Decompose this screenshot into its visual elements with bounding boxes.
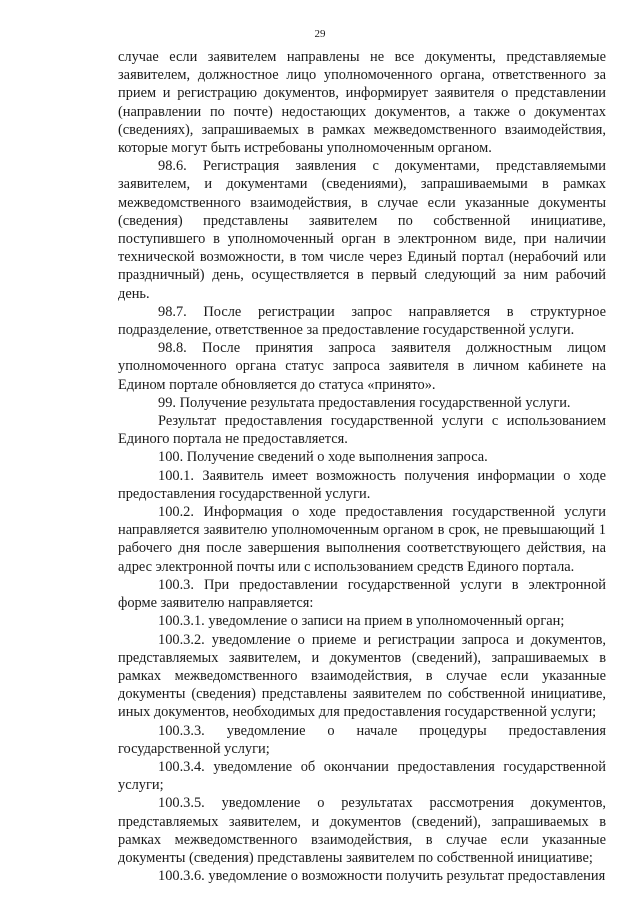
- paragraph-100-3-6: 100.3.6. уведомление о возможности получить результат предоставления: [158, 868, 606, 885]
- paragraph-100-3-1: 100.3.1. уведомление о записи на прием в уполномоченный орган;: [158, 613, 565, 630]
- paragraph-99-result: Результат предоставления государственной услуги с использованием Единого портала не предоставляется.: [118, 413, 606, 448]
- paragraph-100-3-5: 100.3.5. уведомление о результатах рассмотрения документов, представляемых заявителем, и документов (сведений), запрашиваемых в рамках межведомственного взаимодействия, в случае если указанные документы (сведения) представлены заявителем по собственной инициативе;: [118, 795, 606, 866]
- paragraph-99: 99. Получение результата предоставления государственной услуги.: [158, 394, 571, 411]
- paragraph-98-6: 98.6. Регистрация заявления с документами, представляемыми заявителем, и документами (сведениями), запрашиваемыми в рамках межведомственного взаимодействия, в случае если указанные документы (сведения) представлены заявителем по собственной инициативе, поступившего в уполномоченный орган в электронном виде, при наличии технической возможности, в том числе через Единый портал (нерабочий или праздничный) день, осуществляется в первый следующий за ним рабочий день.: [118, 158, 606, 302]
- paragraph-98-7: 98.7. После регистрации запрос направляется в структурное подразделение, ответственное за предоставление государственной услуги.: [118, 303, 606, 339]
- paragraph-100: 100. Получение сведений о ходе выполнения запроса.: [158, 449, 488, 466]
- paragraph-100-1: 100.1. Заявитель имеет возможность получения информации о ходе предоставления государственной услуги.: [118, 467, 606, 502]
- paragraph-100-3-3: 100.3.3. уведомление о начале процедуры предоставления государственной услуги;: [118, 722, 606, 757]
- paragraph-100-3: 100.3. При предоставлении государственной услуги в электронной форме заявителю направляется:: [118, 576, 606, 612]
- paragraph-100-2: 100.2. Информация о ходе предоставления государственной услуги направляется заявителю уполномоченным органом в срок, не превышающий 1 рабочего дня после завершения выполнения соответствующего действия, на адрес электронной почты или с использованием средств Единого портала.: [118, 504, 606, 575]
- paragraph-100-3-2: 100.3.2. уведомление о приеме и регистрации запроса и документов, представляемых заявителем, и документов (сведений), запрашиваемых в рамках межведомственного взаимодействия, в случае если указанные документы (сведения) представлены заявителем по собственной инициативе, иных документов, необходимых для предоставления государственной услуги;: [118, 631, 606, 721]
- paragraph-98-8: 98.8. После принятия запроса заявителя должностным лицом уполномоченного органа статус запроса заявителя в личном кабинете на Едином портале обновляется до статуса «принято».: [118, 340, 606, 393]
- paragraph-continuation: случае если заявителем направлены не все документы, представляемые заявителем, должностное лицо уполномоченного органа, ответственного за прием и регистрацию документов, информирует заявителя о представлении (направлении по почте) недостающих документов, а также о документах (сведениях), запрашиваемых в рамках межведомственного взаимодействия, которые могут быть истребованы уполномоченным органом.: [118, 49, 606, 157]
- document-body: [118, 48, 606, 885]
- paragraph-100-3-4: 100.3.4. уведомление об окончании предоставления государственной услуги;: [118, 758, 606, 794]
- page-number: 29: [314, 28, 326, 40]
